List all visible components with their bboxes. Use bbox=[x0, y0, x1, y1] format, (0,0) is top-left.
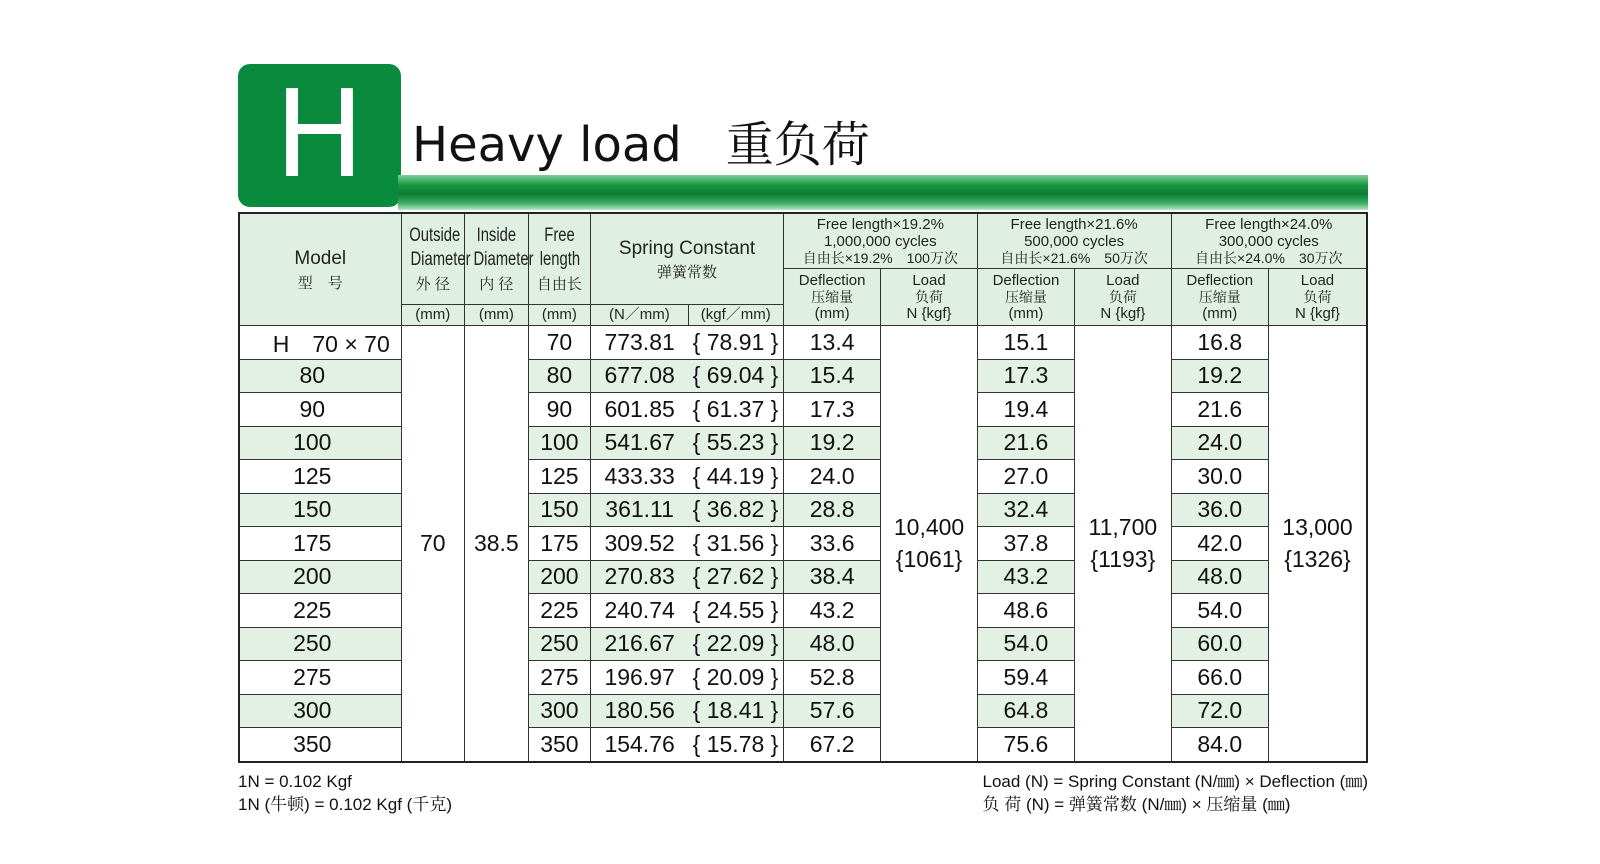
cell-k-kgf: { 44.19 } bbox=[688, 460, 783, 494]
cell-k-kgf: { 36.82 } bbox=[688, 493, 783, 527]
cell-model: 350 bbox=[239, 728, 401, 762]
cell-deflection-1: 43.2 bbox=[783, 594, 880, 628]
cell-k-kgf: { 15.78 } bbox=[688, 728, 783, 762]
cell-k-kgf: { 31.56 } bbox=[688, 527, 783, 561]
cell-deflection-3: 24.0 bbox=[1171, 426, 1268, 460]
load-3-cn: 负荷 bbox=[1303, 288, 1332, 305]
cell-deflection-2: 54.0 bbox=[977, 627, 1074, 661]
load-3-kgf: {1326} bbox=[1284, 546, 1351, 572]
cell-free-length: 90 bbox=[528, 393, 591, 427]
cell-k-kgf: { 69.04 } bbox=[688, 359, 783, 393]
load-1-cn: 负荷 bbox=[915, 288, 944, 305]
cell-free-length: 275 bbox=[528, 661, 591, 695]
cell-deflection-3: 54.0 bbox=[1171, 594, 1268, 628]
header-inside-cn: 内 径 bbox=[479, 276, 514, 294]
cell-k-kgf: { 55.23 } bbox=[688, 426, 783, 460]
table-row bbox=[239, 325, 1367, 359]
header-group-2 bbox=[977, 213, 1171, 268]
header-inside-diameter bbox=[465, 213, 534, 304]
cell-free-length: 125 bbox=[528, 460, 591, 494]
footer-right bbox=[983, 770, 1368, 816]
deflection-1-en: Deflection bbox=[798, 271, 866, 289]
load-3-n: 13,000 bbox=[1282, 514, 1353, 540]
group-2-line3: 自由长×21.6% 50万次 bbox=[1000, 249, 1148, 266]
unit-outside: (mm) bbox=[401, 304, 465, 325]
cell-deflection-2: 17.3 bbox=[977, 359, 1074, 393]
header-free-cn: 自由长 bbox=[536, 276, 582, 294]
cell-model: 100 bbox=[239, 426, 401, 460]
cell-deflection-3: 30.0 bbox=[1171, 460, 1268, 494]
cell-k-n: 196.97 bbox=[591, 661, 688, 695]
cell-load-3 bbox=[1268, 325, 1367, 762]
cell-model: 125 bbox=[239, 460, 401, 494]
cell-free-length: 350 bbox=[528, 728, 591, 762]
cell-free-length: 225 bbox=[528, 594, 591, 628]
cell-deflection-2: 37.8 bbox=[977, 527, 1074, 561]
cell-model: 175 bbox=[239, 527, 401, 561]
header-outside-cn: 外 径 bbox=[415, 276, 450, 294]
footer-left-line1: 1N = 0.102 Kgf bbox=[238, 772, 352, 791]
cell-deflection-3: 36.0 bbox=[1171, 493, 1268, 527]
header-load-3 bbox=[1268, 268, 1367, 325]
cell-deflection-3: 48.0 bbox=[1171, 560, 1268, 594]
cell-deflection-2: 75.6 bbox=[977, 728, 1074, 762]
cell-model: 225 bbox=[239, 594, 401, 628]
cell-k-n: 154.76 bbox=[591, 728, 688, 762]
header-green-bar bbox=[398, 175, 1368, 210]
cell-load-1 bbox=[881, 325, 977, 762]
cell-k-n: 601.85 bbox=[591, 393, 688, 427]
cell-deflection-1: 13.4 bbox=[783, 325, 880, 359]
header-inside-en1: Inside bbox=[476, 225, 517, 247]
cell-deflection-2: 43.2 bbox=[977, 560, 1074, 594]
deflection-2-unit: (mm) bbox=[1008, 304, 1044, 322]
deflection-2-en: Deflection bbox=[992, 271, 1060, 289]
cell-model: 90 bbox=[239, 393, 401, 427]
cell-free-length: 70 bbox=[528, 325, 591, 359]
title-chinese: 重负荷 bbox=[725, 117, 870, 173]
footer-left bbox=[238, 770, 452, 816]
group-3-line2: 300,000 cycles bbox=[1218, 232, 1319, 250]
cell-model: 250 bbox=[239, 627, 401, 661]
title-english: Heavy load bbox=[412, 117, 682, 173]
cell-deflection-2: 64.8 bbox=[977, 694, 1074, 728]
cell-model: 80 bbox=[239, 359, 401, 393]
cell-deflection-3: 42.0 bbox=[1171, 527, 1268, 561]
cell-k-n: 677.08 bbox=[591, 359, 688, 393]
group-1-line1: Free length×19.2% bbox=[816, 215, 944, 233]
cell-k-n: 433.33 bbox=[591, 460, 688, 494]
header-deflection-2 bbox=[977, 268, 1074, 325]
cell-deflection-1: 17.3 bbox=[783, 393, 880, 427]
cell-deflection-2: 21.6 bbox=[977, 426, 1074, 460]
cell-deflection-3: 72.0 bbox=[1171, 694, 1268, 728]
table-body bbox=[239, 325, 1367, 762]
header-group-1 bbox=[783, 213, 977, 268]
cell-k-n: 270.83 bbox=[591, 560, 688, 594]
load-1-kgf: {1061} bbox=[895, 546, 963, 572]
footer-right-line2: 负 荷 (N) = 弹簧常数 (N/㎜) × 压缩量 (㎜) bbox=[982, 795, 1291, 814]
load-2-unit: N {kgf} bbox=[1100, 304, 1146, 322]
cell-deflection-1: 52.8 bbox=[783, 661, 880, 695]
cell-deflection-1: 67.2 bbox=[783, 728, 880, 762]
cell-k-n: 541.67 bbox=[591, 426, 688, 460]
cell-deflection-1: 19.2 bbox=[783, 426, 880, 460]
group-2-line2: 500,000 cycles bbox=[1024, 232, 1125, 250]
cell-deflection-2: 19.4 bbox=[977, 393, 1074, 427]
spring-spec-table bbox=[238, 212, 1368, 763]
load-1-unit: N {kgf} bbox=[906, 304, 952, 322]
cell-deflection-2: 32.4 bbox=[977, 493, 1074, 527]
cell-deflection-1: 48.0 bbox=[783, 627, 880, 661]
cell-free-length: 100 bbox=[528, 426, 591, 460]
cell-k-n: 773.81 bbox=[591, 325, 688, 359]
load-3-en: Load bbox=[1300, 271, 1335, 289]
header-free-length bbox=[528, 213, 591, 304]
cell-k-n: 240.74 bbox=[591, 594, 688, 628]
cell-k-kgf: { 27.62 } bbox=[688, 560, 783, 594]
cell-deflection-2: 48.6 bbox=[977, 594, 1074, 628]
group-1-line3: 自由长×19.2% 100万次 bbox=[802, 249, 958, 266]
footer-right-line1: Load (N) = Spring Constant (N/㎜) × Deflection (㎜) bbox=[982, 772, 1368, 791]
page-title bbox=[412, 118, 870, 172]
cell-k-kgf: { 20.09 } bbox=[688, 661, 783, 695]
cell-k-kgf: { 22.09 } bbox=[688, 627, 783, 661]
header-spring-cn: 弹簧常数 bbox=[657, 263, 718, 281]
cell-k-kgf: { 61.37 } bbox=[688, 393, 783, 427]
cell-k-kgf: { 24.55 } bbox=[688, 594, 783, 628]
header-spring-constant bbox=[591, 213, 784, 304]
cell-deflection-1: 33.6 bbox=[783, 527, 880, 561]
load-1-en: Load bbox=[912, 271, 946, 289]
load-2-n: 11,700 bbox=[1088, 514, 1158, 540]
deflection-3-cn: 压缩量 bbox=[1198, 288, 1241, 305]
group-3-line1: Free length×24.0% bbox=[1205, 215, 1333, 233]
footer-left-line2: 1N (牛顿) = 0.102 Kgf (千克) bbox=[238, 795, 452, 814]
cell-deflection-1: 28.8 bbox=[783, 493, 880, 527]
load-3-unit: N {kgf} bbox=[1294, 304, 1340, 322]
cell-deflection-3: 16.8 bbox=[1171, 325, 1268, 359]
deflection-1-cn: 压缩量 bbox=[811, 288, 854, 305]
header-model bbox=[239, 213, 401, 325]
load-2-en: Load bbox=[1106, 271, 1140, 289]
cell-free-length: 250 bbox=[528, 627, 591, 661]
cell-deflection-2: 15.1 bbox=[977, 325, 1074, 359]
header-model-en: Model bbox=[294, 247, 347, 269]
header-deflection-3 bbox=[1171, 268, 1268, 325]
cell-k-n: 309.52 bbox=[591, 527, 688, 561]
header-load-1 bbox=[881, 268, 977, 325]
cell-inside-diameter: 38.5 bbox=[465, 325, 529, 762]
load-1-n: 10,400 bbox=[893, 514, 965, 540]
deflection-3-unit: (mm) bbox=[1202, 304, 1238, 322]
load-2-kgf: {1193} bbox=[1090, 546, 1156, 572]
cell-model: 275 bbox=[239, 661, 401, 695]
header-model-cn: 型 号 bbox=[297, 274, 343, 292]
cell-k-n: 361.11 bbox=[591, 493, 688, 527]
unit-free: (mm) bbox=[528, 304, 591, 325]
cell-deflection-3: 84.0 bbox=[1171, 728, 1268, 762]
group-1-line2: 1,000,000 cycles bbox=[824, 232, 937, 250]
cell-free-length: 80 bbox=[528, 359, 591, 393]
load-type-badge bbox=[238, 64, 401, 207]
deflection-2-cn: 压缩量 bbox=[1004, 288, 1047, 305]
load-2-cn: 负荷 bbox=[1108, 288, 1137, 305]
cell-k-kgf: { 18.41 } bbox=[688, 694, 783, 728]
badge-letter: H bbox=[274, 65, 365, 205]
cell-model: 300 bbox=[239, 694, 401, 728]
cell-free-length: 175 bbox=[528, 527, 591, 561]
cell-outside-diameter: 70 bbox=[401, 325, 465, 762]
cell-deflection-2: 59.4 bbox=[977, 661, 1074, 695]
unit-spring-n: (N／mm) bbox=[591, 304, 688, 325]
cell-k-n: 180.56 bbox=[591, 694, 688, 728]
cell-free-length: 300 bbox=[528, 694, 591, 728]
cell-k-n: 216.67 bbox=[591, 627, 688, 661]
header-free-en2: length bbox=[539, 249, 580, 271]
header-outside-en1: Outside bbox=[408, 225, 460, 247]
group-2-line1: Free length×21.6% bbox=[1010, 215, 1138, 233]
header-load-2 bbox=[1075, 268, 1171, 325]
cell-deflection-1: 57.6 bbox=[783, 694, 880, 728]
cell-free-length: 150 bbox=[528, 493, 591, 527]
cell-model: H 70 × 70 bbox=[239, 325, 401, 359]
cell-free-length: 200 bbox=[528, 560, 591, 594]
cell-deflection-3: 66.0 bbox=[1171, 661, 1268, 695]
cell-deflection-1: 38.4 bbox=[783, 560, 880, 594]
cell-load-2 bbox=[1075, 325, 1171, 762]
cell-k-kgf: { 78.91 } bbox=[688, 325, 783, 359]
header-inside-en2: Diameter bbox=[473, 249, 534, 271]
cell-deflection-1: 15.4 bbox=[783, 359, 880, 393]
header-outside-en2: Diameter bbox=[409, 249, 471, 271]
header-group-3 bbox=[1171, 213, 1367, 268]
deflection-3-en: Deflection bbox=[1186, 271, 1254, 289]
cell-deflection-2: 27.0 bbox=[977, 460, 1074, 494]
deflection-1-unit: (mm) bbox=[814, 304, 850, 322]
group-3-line3: 自由长×24.0% 30万次 bbox=[1195, 249, 1343, 266]
header-deflection-1 bbox=[783, 268, 880, 325]
header-free-en1: Free bbox=[544, 225, 575, 247]
cell-model: 150 bbox=[239, 493, 401, 527]
cell-deflection-3: 60.0 bbox=[1171, 627, 1268, 661]
header-outside-diameter bbox=[401, 213, 471, 304]
unit-inside: (mm) bbox=[465, 304, 529, 325]
cell-deflection-1: 24.0 bbox=[783, 460, 880, 494]
unit-spring-kgf: (kgf／mm) bbox=[688, 304, 783, 325]
header-spring-en: Spring Constant bbox=[618, 237, 756, 259]
cell-model: 200 bbox=[239, 560, 401, 594]
cell-deflection-3: 19.2 bbox=[1171, 359, 1268, 393]
cell-deflection-3: 21.6 bbox=[1171, 393, 1268, 427]
